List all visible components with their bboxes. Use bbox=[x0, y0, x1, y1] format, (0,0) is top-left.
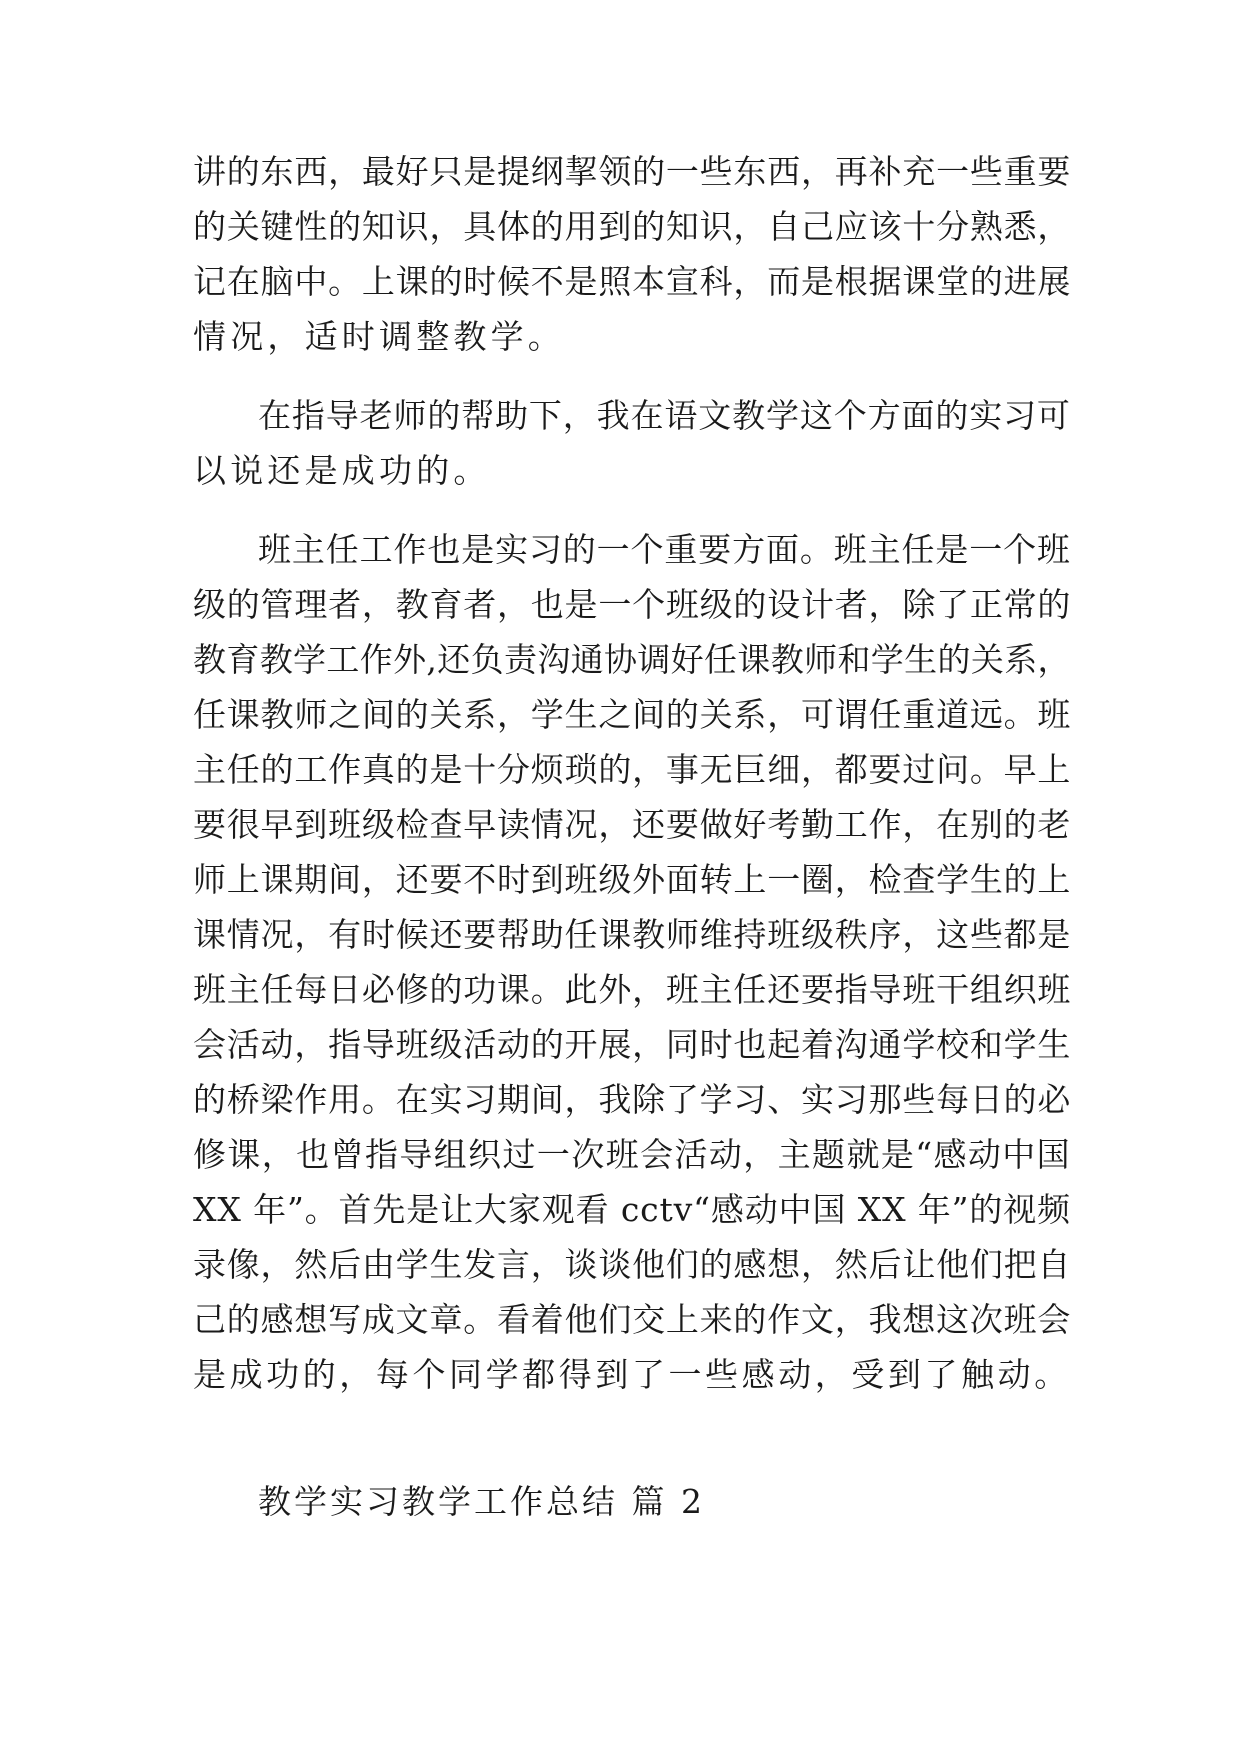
text-line: 主任的工作真的是十分烦琐的，事无巨细，都要过问。早上 bbox=[193, 750, 1072, 789]
text-line: 讲的东西，最好只是提纲挈领的一些东西，再补充一些重要 bbox=[193, 152, 1072, 191]
text-line: 记在脑中。上课的时候不是照本宣科，而是根据课堂的进展 bbox=[193, 262, 1072, 301]
text-line: 的桥梁作用。在实习期间，我除了学习、实习那些每日的必 bbox=[193, 1080, 1072, 1119]
text-line: 班主任每日必修的功课。此外，班主任还要指导班干组织班 bbox=[193, 970, 1072, 1009]
paragraph-start-line: 在指导老师的帮助下，我在语文教学这个方面的实习可 bbox=[258, 396, 1071, 435]
text-line: 以说还是成功的。 bbox=[193, 451, 491, 490]
text-line: 修课，也曾指导组织过一次班会活动，主题就是“感动中国 bbox=[193, 1135, 1072, 1174]
text-line: 己的感想写成文章。看着他们交上来的作文，我想这次班会 bbox=[193, 1300, 1072, 1339]
text-line: 录像，然后由学生发言，谈谈他们的感想，然后让他们把自 bbox=[193, 1245, 1072, 1284]
text-line: 的关键性的知识，具体的用到的知识，自己应该十分熟悉， bbox=[193, 207, 1072, 246]
text-line: 级的管理者，教育者，也是一个班级的设计者，除了正常的 bbox=[193, 585, 1072, 624]
text-line: 要很早到班级检查早读情况，还要做好考勤工作，在别的老 bbox=[193, 805, 1072, 844]
text-line: 课情况，有时候还要帮助任课教师维持班级秩序，这些都是 bbox=[193, 915, 1072, 954]
paragraph-start-line: 班主任工作也是实习的一个重要方面。班主任是一个班 bbox=[258, 530, 1071, 569]
text-line: 是成功的，每个同学都得到了一些感动，受到了触动。 bbox=[193, 1355, 1071, 1394]
text-line: 任课教师之间的关系，学生之间的关系，可谓任重道远。班 bbox=[193, 695, 1072, 734]
text-line: 师上课期间，还要不时到班级外面转上一圈，检查学生的上 bbox=[193, 860, 1072, 899]
text-line: 情况，适时调整教学。 bbox=[193, 317, 565, 356]
text-line: 教育教学工作外,还负责沟通协调好任课教师和学生的关系， bbox=[193, 640, 1071, 679]
section-heading: 教学实习教学工作总结 篇 2 bbox=[258, 1482, 705, 1521]
text-line: XX 年”。首先是让大家观看 cctv“感动中国 XX 年”的视频 bbox=[193, 1190, 1072, 1229]
text-line: 会活动，指导班级活动的开展，同时也起着沟通学校和学生 bbox=[193, 1025, 1072, 1064]
